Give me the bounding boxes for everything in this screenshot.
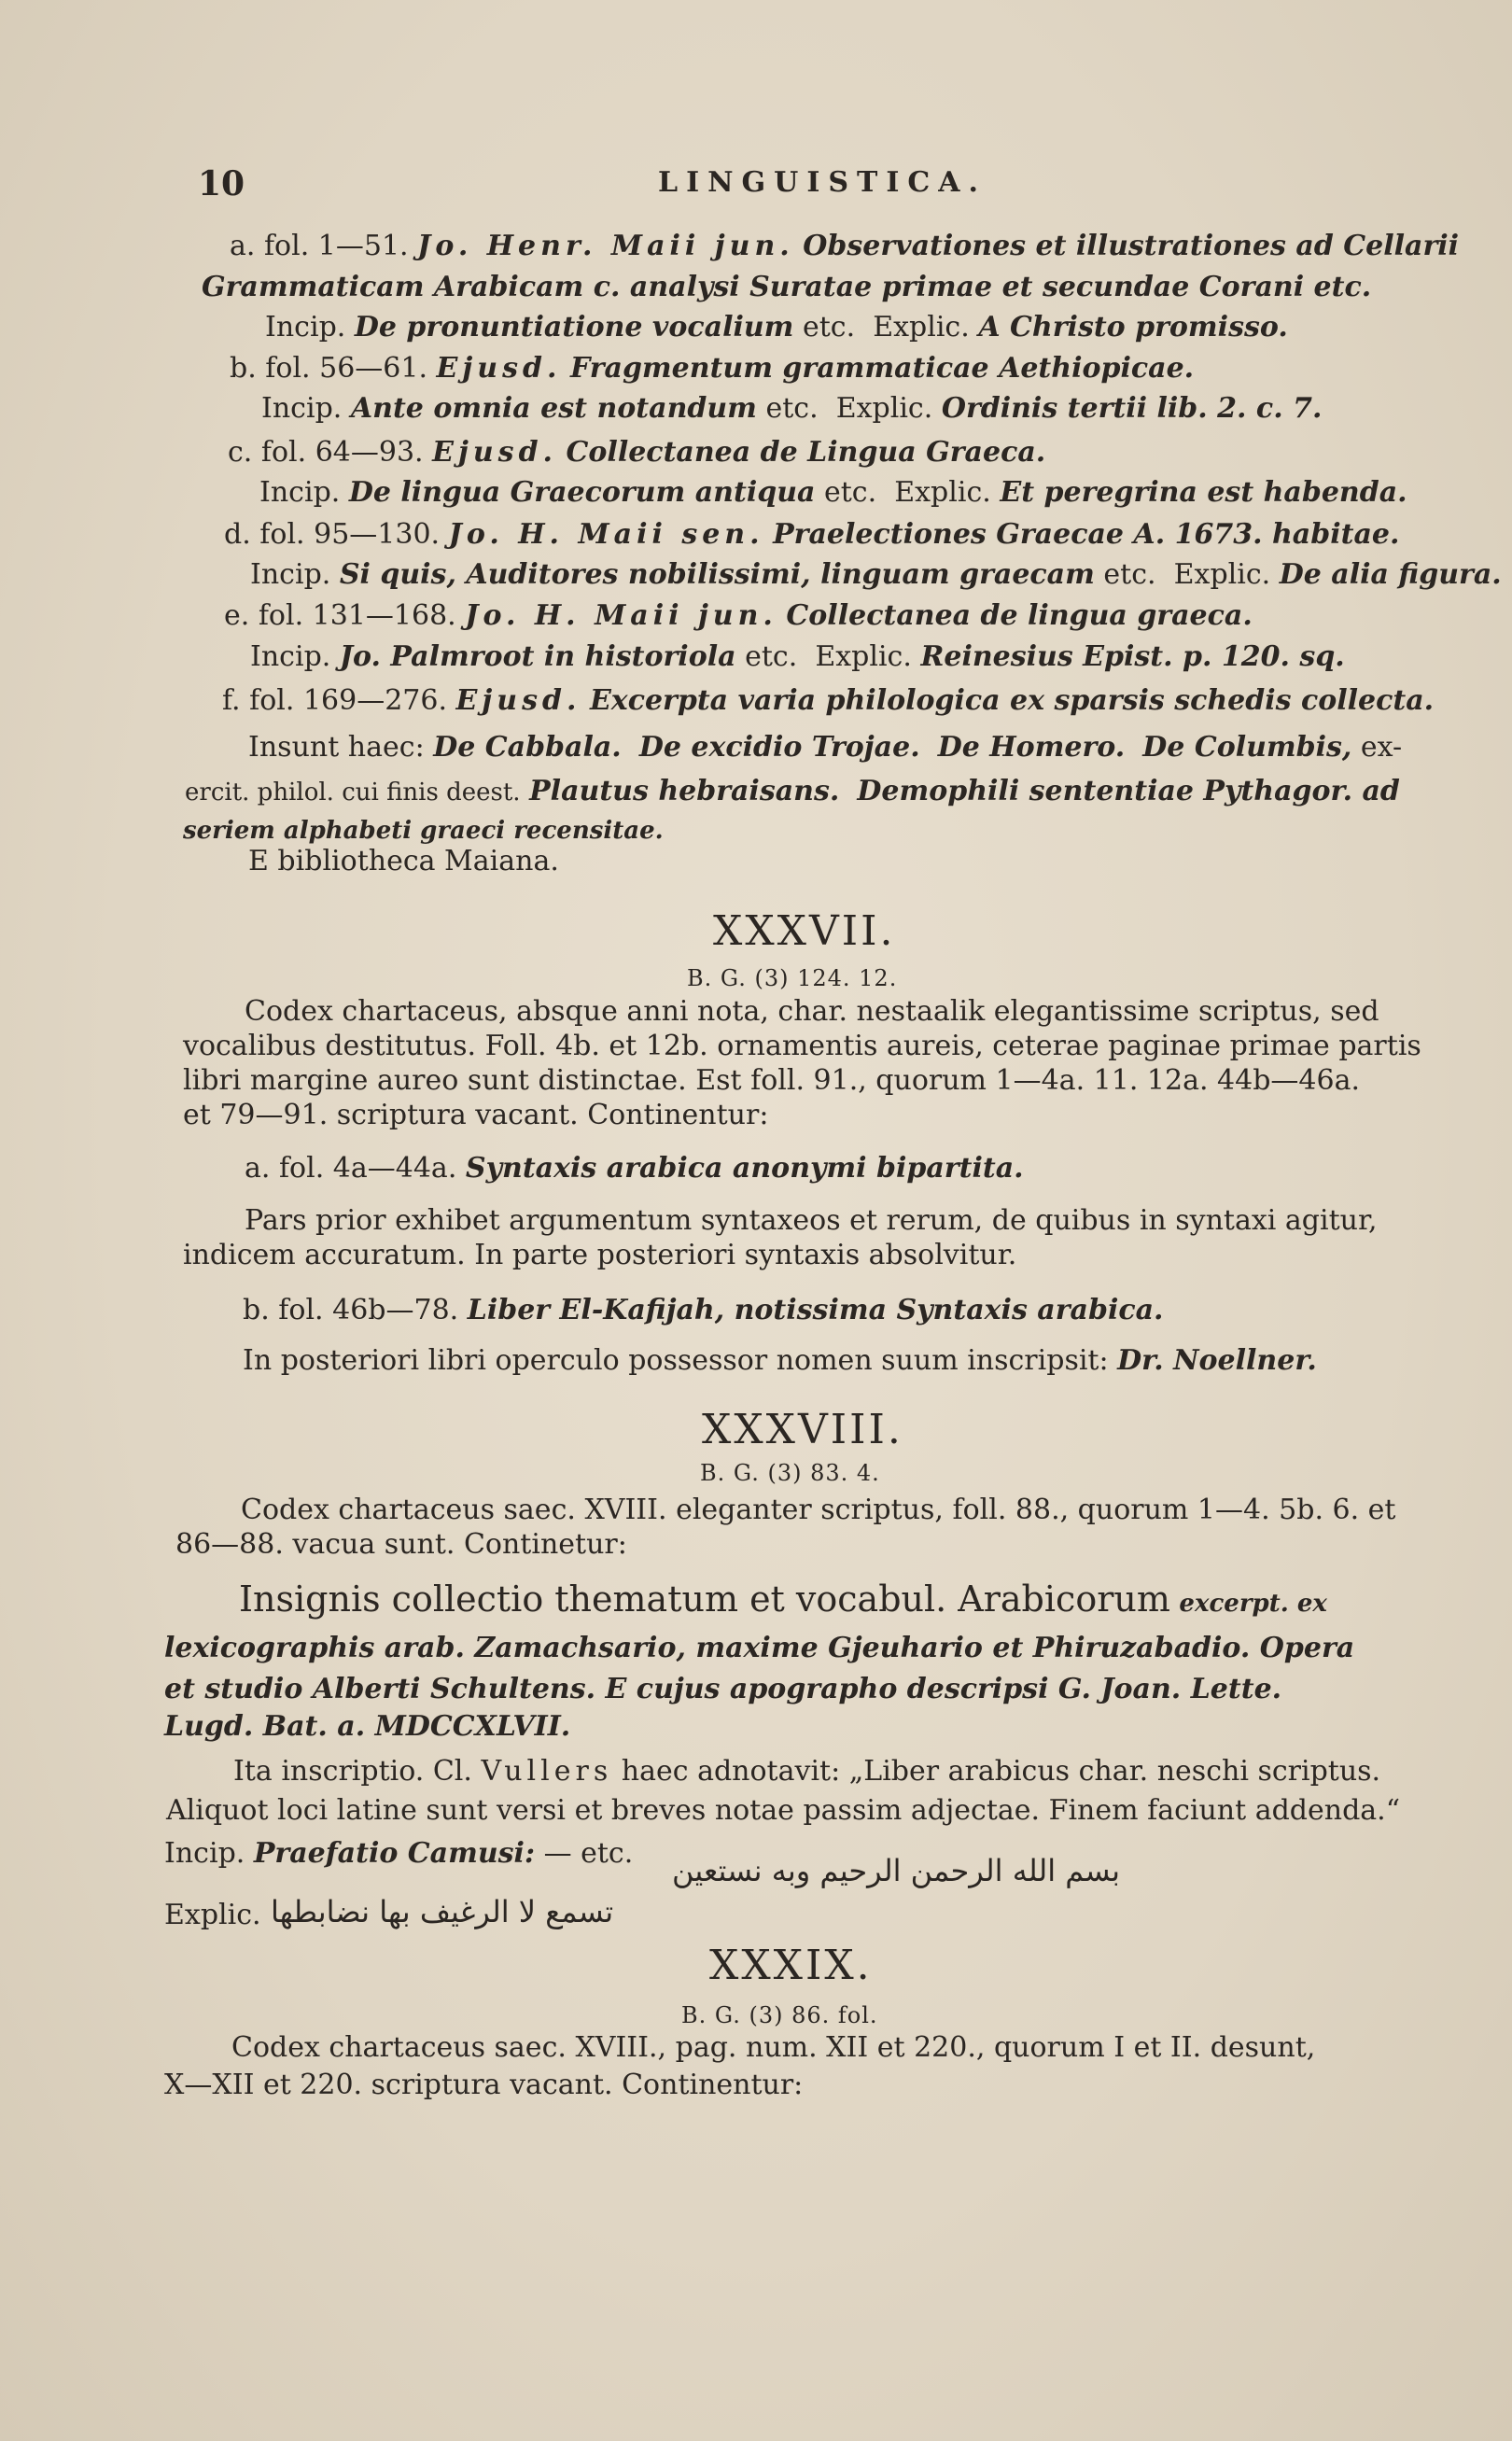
xxxviii-title-line3: et studio Alberti Schultens. E cujus apographo descripsi G. Joan. Lette.	[164, 1673, 1282, 1705]
entry-c-author: Ejusd.	[432, 436, 557, 469]
xxxviii-incipit-line	[164, 1837, 633, 1871]
entry-b-label: b. fol. 56—61.	[230, 352, 427, 385]
xxxvii-para1-line4: et 79—91. scriptura vacant. Continentur:	[183, 1099, 769, 1131]
entry-d-title: Praelectiones Graecae A. 1673. habitae.	[773, 518, 1400, 551]
incip-text: De pronuntiatione vocalium	[354, 311, 794, 344]
item-a-label: a. fol. 4a—44a.	[245, 1152, 457, 1185]
entry-f-line-1	[222, 684, 1434, 718]
quote-text: Ita inscriptio. Cl.	[233, 1755, 472, 1788]
incip-label: Incip.	[164, 1837, 245, 1870]
item-b-label: b. fol. 46b—78.	[243, 1294, 459, 1326]
incip-text: Praefatio Camusi:	[253, 1837, 536, 1870]
xxxviii-para1-line2: 86—88. vacua sunt. Continetur:	[175, 1528, 627, 1561]
possessor-name: Dr. Noellner.	[1117, 1344, 1317, 1377]
xxxviii-title-line1	[239, 1578, 1327, 1620]
entry-a-author: Jo. Henr. Maii jun.	[417, 230, 794, 262]
incip-text: De lingua Graecorum antiqua	[348, 476, 816, 509]
entry-f-contents-line-2	[185, 775, 1400, 809]
entry-b-author: Ejusd.	[436, 352, 562, 385]
entry-d-incipit-line	[250, 558, 1502, 592]
xxxix-para1-line1: Codex chartaceus saec. XVIII., pag. num. XII et 220., quorum I et II. desunt,	[231, 2031, 1316, 2064]
contents-item: Demophili sententiae Pythagor. ad	[857, 775, 1400, 807]
xxxvii-para1-line1: Codex chartaceus, absque anni nota, char. nestaalik elegantissime scriptus, sed	[245, 995, 1379, 1028]
xxxvii-para3	[243, 1344, 1317, 1378]
etc-text: etc.	[765, 392, 819, 425]
explic-text: A Christo promisso.	[978, 311, 1288, 344]
entry-d-label: d. fol. 95—130.	[224, 518, 441, 551]
shelfmark-xxxix: B. G. (3) 86. fol.	[681, 2002, 878, 2028]
entry-e-label: e. fol. 131—168.	[224, 599, 456, 632]
incip-label: Incip.	[250, 640, 331, 673]
entry-e-line-1	[224, 599, 1253, 633]
quote-text: haec adnotavit: „Liber arabicus char. neschi scriptus.	[621, 1755, 1381, 1788]
section-heading-xxxvii: XXXVII.	[713, 907, 896, 955]
scholar-name: Vullers	[481, 1755, 613, 1788]
contents-item: De Columbis,	[1142, 731, 1352, 764]
xxxvii-item-a	[245, 1152, 1024, 1185]
entry-f-contents-line-1	[248, 731, 1402, 765]
contents-item: Plautus hebraisans.	[529, 775, 840, 807]
incip-text: Si quis, Auditores nobilissimi, linguam graecam	[339, 558, 1095, 591]
incip-label: Incip.	[250, 558, 331, 591]
item-b-title: Liber El-Kafijah, notissima Syntaxis arabica.	[467, 1294, 1164, 1326]
entry-d-line-1	[224, 518, 1399, 552]
xxxvii-para1-line2: vocalibus destitutus. Foll. 4b. et 12b. ornamentis aureis, ceterae paginae primae partis	[183, 1030, 1421, 1062]
xxxviii-explicit-label: Explic.	[164, 1899, 261, 1931]
incip-label: Incip.	[265, 311, 346, 344]
section-heading-xxxviii: XXXVIII.	[702, 1406, 903, 1453]
explic-label: Explic.	[873, 311, 970, 344]
entry-d-author: Jo. H. Maii sen.	[448, 518, 764, 551]
contents-text: ercit. philol. cui finis deest.	[185, 779, 521, 807]
possessor-note: In posteriori libri operculo possessor nomen suum inscripsit:	[243, 1344, 1109, 1377]
arabic-explicit: تسمع لا الرغيف بها نضابطها	[271, 1894, 614, 1929]
explic-label: Explic.	[1173, 558, 1271, 591]
page-number: 10	[198, 164, 245, 203]
xxxviii-quote-line2: Aliquot loci latine sunt versi et breves notae passim adjectae. Finem faciunt addenda.“	[166, 1794, 1401, 1827]
xxxviii-title-line2: lexicographis arab. Zamachsario, maxime Gjeuhario et Phiruzabadio. Opera	[164, 1632, 1355, 1664]
entry-e-author: Jo. H. Maii jun.	[465, 599, 777, 632]
xxxix-para1-line2: X—XII et 220. scriptura vacant. Continentur:	[164, 2069, 804, 2101]
etc-text: etc.	[745, 640, 798, 673]
explic-text: De alia figura.	[1279, 558, 1502, 591]
entry-c-label: c. fol. 64—93.	[228, 436, 424, 469]
entry-e-incipit-line	[250, 640, 1345, 674]
hyphen-tail: ex-	[1360, 731, 1403, 764]
contents-item: De Cabbala.	[433, 731, 622, 764]
entry-b-line-1	[230, 352, 1194, 386]
etc-text: etc.	[802, 311, 856, 344]
entry-c-incipit-line	[259, 476, 1407, 510]
entry-a-label: a. fol. 1—51.	[230, 230, 409, 262]
xxxvii-para2-line2: indicem accuratum. In parte posteriori syntaxis absolvitur.	[183, 1239, 1017, 1271]
item-a-title: Syntaxis arabica anonymi bipartita.	[465, 1152, 1024, 1185]
xxxvii-para1-line3: libri margine aureo sunt distinctae. Est foll. 91., quorum 1—4a. 11. 12a. 44b—46a.	[183, 1064, 1361, 1097]
insunt-label: Insunt haec:	[248, 731, 425, 764]
explic-label: Explic.	[835, 392, 933, 425]
explic-label: Explic.	[894, 476, 991, 509]
entry-a-title: Observationes et illustrationes ad Cellarii	[803, 230, 1460, 262]
entry-b-incipit-line	[261, 392, 1322, 426]
explic-label: Explic.	[815, 640, 912, 673]
entry-b-title: Fragmentum grammaticae Aethiopicae.	[569, 352, 1195, 385]
xxxvii-para2-line1: Pars prior exhibet argumentum syntaxeos et rerum, de quibus in syntaxi agitur,	[245, 1204, 1378, 1237]
work-title: Insignis collectio thematum et vocabul. Arabicorum	[239, 1578, 1170, 1620]
entry-f-contents-line-3: seriem alphabeti graeci recensitae.	[183, 817, 664, 845]
work-title-note: excerpt. ex	[1179, 1590, 1327, 1618]
etc-text: etc.	[1103, 558, 1156, 591]
section-heading-xxxix: XXXIX.	[709, 1942, 873, 1989]
explic-text: Reinesius Epist. p. 120. sq.	[920, 640, 1345, 673]
incip-text: Jo. Palmroot in historiola	[339, 640, 736, 673]
etc-text: — etc.	[543, 1837, 634, 1870]
entry-f-title: Excerpta varia philologica ex sparsis schedis collecta.	[589, 684, 1435, 717]
entry-c-title: Collectanea de Lingua Graeca.	[566, 436, 1046, 469]
contents-item: De excidio Trojae.	[638, 731, 920, 764]
entry-e-title: Collectanea de lingua graeca.	[786, 599, 1253, 632]
entry-f-label: f. fol. 169—276.	[222, 684, 447, 717]
entry-c-line-1	[228, 436, 1045, 470]
xxxviii-quote-line1	[233, 1755, 1380, 1789]
explic-text: Et peregrina est habenda.	[1000, 476, 1407, 509]
explic-text: Ordinis tertii lib. 2. c. 7.	[941, 392, 1323, 425]
entry-a-line-1	[230, 230, 1459, 263]
entry-f-author: Ejusd.	[455, 684, 581, 717]
shelfmark-xxxvii: B. G. (3) 124. 12.	[687, 965, 898, 991]
shelfmark-xxxviii: B. G. (3) 83. 4.	[700, 1460, 880, 1486]
xxxvii-item-b	[243, 1294, 1164, 1327]
incip-text: Ante omnia est notandum	[350, 392, 757, 425]
contents-item: De Homero.	[937, 731, 1126, 764]
provenance-line: E bibliotheca Maiana.	[248, 845, 559, 877]
etc-text: etc.	[824, 476, 877, 509]
incip-label: Incip.	[261, 392, 343, 425]
xxxviii-title-line4: Lugd. Bat. a. MDCCXLVII.	[164, 1710, 571, 1743]
running-title: LINGUISTICA.	[658, 166, 987, 199]
entry-a-line-2: Grammaticam Arabicam c. analysi Suratae primae et secundae Corani etc.	[202, 271, 1372, 303]
incip-label: Incip.	[259, 476, 341, 509]
arabic-incipit: بسم الله الرحمن الرحيم وبه نستعين	[672, 1853, 1121, 1888]
entry-a-incipit-line	[265, 311, 1288, 344]
xxxviii-para1-line1: Codex chartaceus saec. XVIII. eleganter scriptus, foll. 88., quorum 1—4. 5b. 6. et	[241, 1494, 1396, 1526]
